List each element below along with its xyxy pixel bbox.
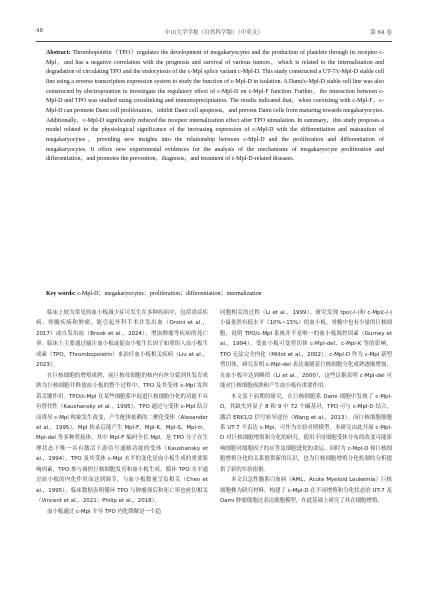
abstract-block xyxy=(46,49,384,165)
paragraph: 本文以急性髓系白血病（AML，Acute Myeloid Leukemia）巨核细胞株为研究材料，构建了 c-Mpl-D 在不同增殖和分化状态的 UT-7 及 Dami 肿瘤细胞过表达细胞模型，在此基础上研究了其在细胞增殖、 xyxy=(220,477,392,505)
right-column xyxy=(220,308,392,507)
keywords-text: c-Mpl-D；megakaryocytes；proliferation；differentiation；internalization xyxy=(75,291,262,297)
paragraph: 本文基于前期的研究，在巨核细胞系 Dami 细胞中发现了 c-Mpl-D，其缺失外显子 8 和 9 中 72 个碱基对，TPO 可与 c-Mpl-D 结合，激活 ERK1/2 信号转导途径（Wang et al.，2013）。而巨核细胞细胞系 UT-7 不表达 c-Mpl，可作为实验对照模型。本研究由此开展 c-Mpl-D 对巨核细胞增殖和分化的研究，使用不同细胞受体分布的改变可能影响细胞对细胞因子的应答及细胞进化的命运。同时为 c-Mpl-D 和巨核细胞增殖分化的关系提供新的认识，也为巨核细胞增殖分化机制的分析提供了新的实验依据。 xyxy=(220,393,392,473)
page-header xyxy=(36,28,392,42)
paragraph: 血小板通过 c-Mpl 介导 TPO 内化降解是一个趋 xyxy=(47,508,161,515)
keywords-label: Key words: xyxy=(46,291,76,297)
paragraph: 在巨核细胞的增殖成熟、前巨核母细胞的核内有丝分裂到其发育成熟为巨核细胞并释放血小板的整个过程中，TPO 及其受体 c-Mpl 发挥着关键作用。TPO/c-Mpl 在某些细胞系中促进巨核细胞分化的功能不具有替代性（Kaushansky et al.，1995）。TPO 通过与受体 c-Mpl 结合而诱导 c-Mpl 构象发生改变，产生配体依赖的二聚化受体（Alexander et al.，1995）。Mpl 转录后能产生 Mpl-F、Mpl-K、Mpl-S、Mpl-tr、Mpl-del 等多种剪接体，其中 Mpl-F 编码全长 Mpl，是 TPO 分子在生理状态下唯一具有激活下游信号通路功能的受体（Kaushansky et al.，1994）。TPO 及其受体 c-Mpl 水平的变化是血小板生成的重要影响因素，TPO 参与调控巨核细胞发育和血小板生成，循环 TPO 水平通过血小板的内化作用而达到调节，与血小板数量呈负相关（Chen et al.，1995），临床数据表明循环 TPO 与肿瘤预后和死亡率也密切相关（Vincent et al.，2021；Philip et al.，2018）。 xyxy=(36,372,208,505)
page-number: 48 xyxy=(36,28,44,34)
abstract-label: Abstract: xyxy=(46,50,71,56)
paragraph: 临床上较为常见的血小板减少症可发生在多种疾病中，包括炎症疾病、骨髓疾病和肿瘤，能引起外科手术并发出血（Orsini et al.，2017）或自发出血（Brook et al.，2024），增加肿瘤等疾病的死亡率。临床上主要通过输注血小板或促血小板生长因子如重组人血小板生成素（TPO，Thrombopoietin）来治疗血小板相关疾病（Liu et al.，2023）。 xyxy=(36,310,208,369)
volume-label: 第 64 卷 xyxy=(370,30,392,36)
paragraph: 同胞相关的过程（Li et al.，1999）。研究发现 tpo(-/-)和 c-Mpl(-/-) 小鼠依然有低水平（10%~15%）的血小板，骨髓中也有少量的巨核细胞，说明 TPO/c-Mpl 系统并不是唯一的血小板调控因素（Gurney et al.，1994）。受血小板可变剪切体 c-Mpl-del、c-Mpl-K 等的影响，TPO 无法完全内化（Millot et al.，2002）；c-Mpl-D 作为 c-Mpl 新型剪切体，研究表明 c-Mpl-del 表达量随着巨核细胞分化成熟逐渐增加，在血小板中达到峰值（Li et al.，2000），这些证据表明 c-Mpl-del 可能对巨核细胞成熟和产生血小板有重要作用。 xyxy=(220,310,392,390)
left-column xyxy=(36,308,208,517)
journal-name: 中山大学学报（自然科学版）（中英文） xyxy=(165,30,263,36)
keywords-block xyxy=(46,290,384,300)
abstract-text: Thrombopoietin（TPO）regulates the development of megakaryocytes and the production of platelets through its receptor c-Mpl，and has a negative correlation with the prognosis and survival of various tumors，which is related to the internalization and degradation of circulating TPO and the endocytosis of the c-Mpl splice variant c-Mpl-D. This study constructed a UT-7/c-Mpl-D stable cell line using a reverse transcription expression system to study the function of c-Mpl-D in isolation. A Dami/c-Mpl-D stable cell line was also constructed by electroporation to investigate the regulatory effect of c-Mpl-D on c-Mpl-F function. Further，the interaction between c-Mpl-D and TPO was studied using crosslinking and immunoprecipitation. The results indicated that，when coexisting with c-Mpl-F，c-Mpl-D can promote Dami cell proliferation，inhibit Dami cell apoptosis，and prevent Dami cells from maturing towards megakaryocytes. Additionally，c-Mpl-D significantly reduced the receptor internalization effect after TPO stimulation. In summary，this study proposes a model related to the physiological significance of the increasing expression of c-Mpl-D with the differentiation and maturation of megakaryocytes，providing new insights into the relationship between c-Mpl-D and the proliferation and differentiation of megakaryocytes. It offers new experimental evidences for the analysis of the mechanisms of megakaryocyte proliferation and differentiation，and promotes the prevention，diagnosis，and treatment of c-Mpl-D-related diseases. xyxy=(46,50,384,163)
header-rule xyxy=(36,41,392,42)
